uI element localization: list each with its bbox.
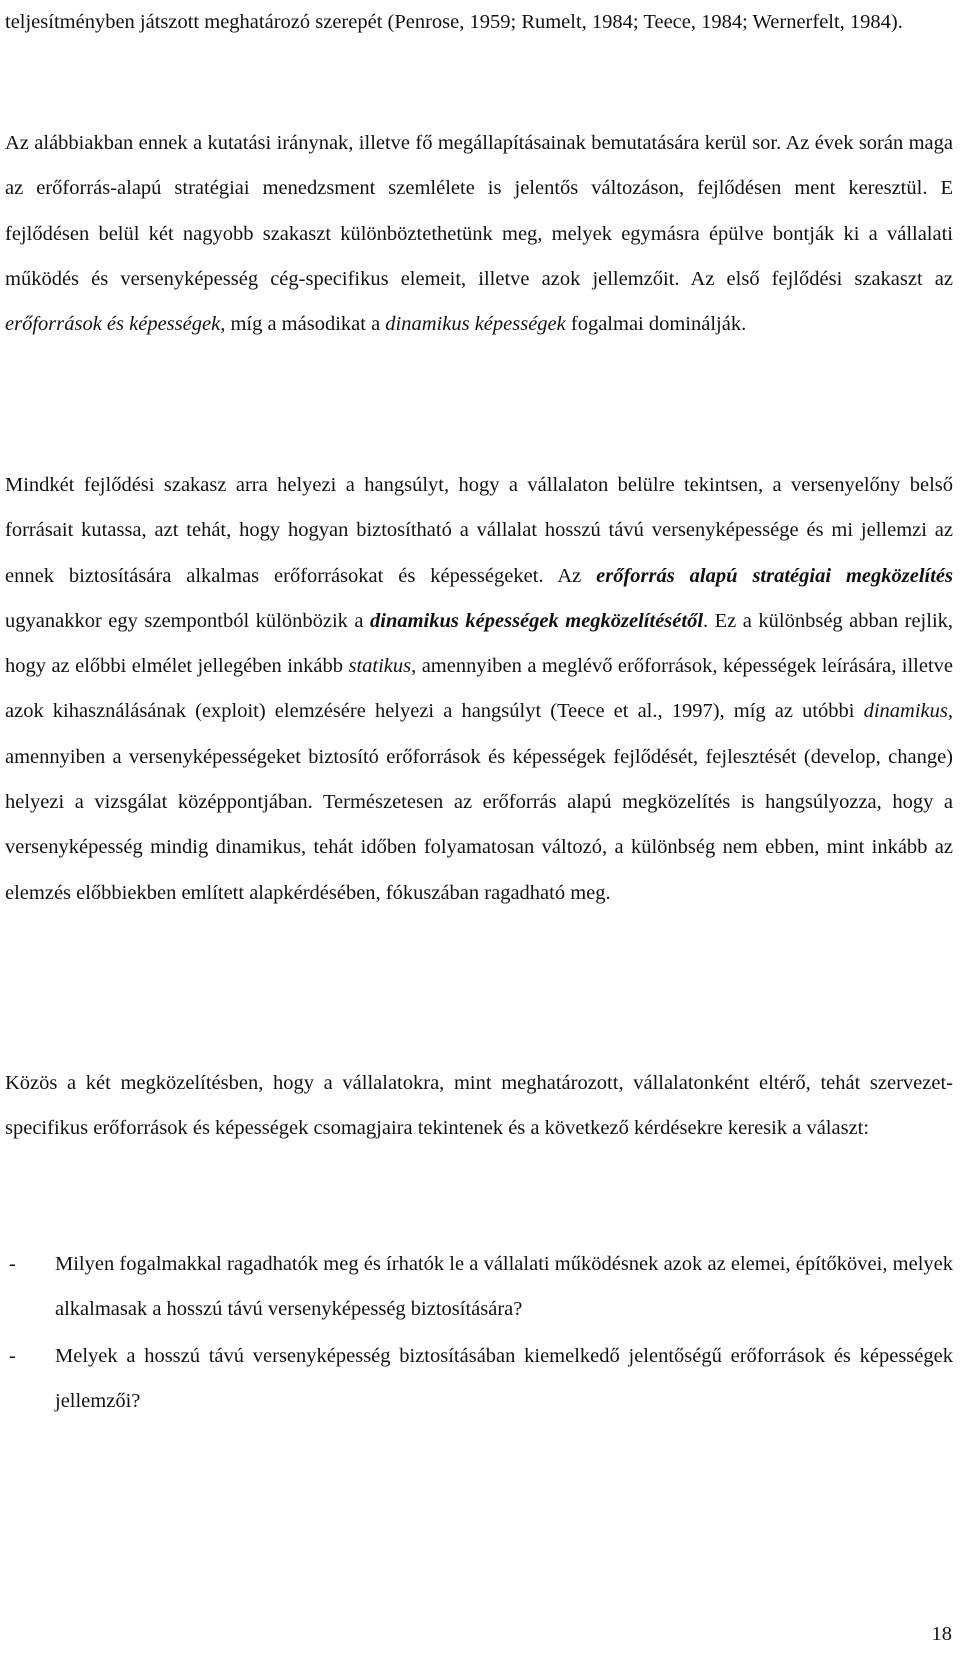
paragraph-2-text: fogalmai dominálják. bbox=[565, 313, 747, 336]
paragraph-3-text: , amennyiben a meglévő erőforrások, képességek leírására, illetve azok kihasználásának (exploit) elemzésére helyezi a hangsúlyt (Teece et al., 1997), míg az utóbbi bbox=[5, 655, 954, 723]
list-item-text: Melyek a hosszú távú versenyképesség biztosításában kiemelkedő jelentőségű erőforrások és képességek jellemzői? bbox=[55, 1344, 953, 1413]
paragraph-3-text: ugyanakkor egy szempontból különbözik a bbox=[5, 609, 371, 632]
paragraph-2-emphasis: erőforrások és képességek bbox=[5, 313, 221, 336]
paragraph-3-emphasis: statikus bbox=[348, 655, 412, 678]
paragraph-1-text: teljesítményben játszott meghatározó szerepét (Penrose, 1959; Rumelt, 1984; Teece, 1984; Wernerfelt, 1984). bbox=[5, 11, 903, 33]
paragraph-2-text: , míg a másodikat a bbox=[220, 313, 386, 336]
paragraph-4 bbox=[5, 1061, 953, 1152]
paragraph-3-strong-emphasis: dinamikus képességek megközelítésétől bbox=[370, 609, 704, 632]
list-item bbox=[5, 1334, 953, 1425]
page-number: 18 bbox=[931, 1623, 952, 1645]
paragraph-2-text: Az alábbiakban ennek a kutatási iránynak, illetve fő megállapításainak bemutatására kerül sor. Az évek során maga az erőforrás-alapú stratégiai menedzsment szemlélete is jelentős változáson, fejlődésen ment keresztül. E fejlődésen belül két nagyobb szakaszt különböztethetünk meg, melyek egymásra épülve bontják ki a vállalati működés és versenyképesség cég-specifikus elemeit, illetve azok jellemzőit. Az első fejlődési szakaszt az bbox=[5, 132, 953, 290]
paragraph-3-emphasis: dinamikus bbox=[863, 700, 948, 723]
paragraph-1 bbox=[5, 0, 953, 45]
paragraph-4-text: Közös a két megközelítésben, hogy a vállalatokra, mint meghatározott, vállalatonként eltérő, tehát szervezet-specifikus erőforrások és képességek csomagjaira tekintenek és a következő kérdésekre keresik a választ: bbox=[5, 1072, 953, 1140]
list-item-text: Milyen fogalmakkal ragadhatók meg és írhatók le a vállalati működésnek azok az elemei, építőkövei, melyek alkalmasak a hosszú távú versenyképesség biztosítására? bbox=[55, 1253, 953, 1321]
list-marker: - bbox=[9, 1253, 16, 1275]
paragraph-3 bbox=[5, 463, 953, 916]
paragraph-2-emphasis: dinamikus képességek bbox=[385, 313, 566, 336]
list-marker: - bbox=[9, 1344, 16, 1367]
list-item bbox=[5, 1242, 953, 1333]
paragraph-3-strong-emphasis: erőforrás alapú stratégiai megközelítés bbox=[596, 564, 953, 587]
question-list bbox=[5, 1242, 953, 1426]
paragraph-3-text: Mindkét fejlődési szakasz arra helyezi a hangsúlyt, hogy a vállalaton belülre tekintsen, a versenyelőny belső forrásait kutassa, azt tehát, hogy hogyan biztosítható a vállalat hosszú távú versenyképessége és mi jellemzi az ennek biztosítására alkalmas erőforrásokat és képességeket. Az bbox=[5, 474, 953, 587]
paragraph-3-text: , amennyiben a versenyképességeket biztosító erőforrások és képességek fejlődését, fejlesztését (develop, change) helyezi a vizsgálat középpontjában. Természetesen az erőforrás alapú megközelítés is hangsúlyozza, hogy a versenyképesség mindig dinamikus, tehát időben folyamatosan változó, a különbség nem ebben, mint inkább az elemzés előbbiekben említett alapkérdésében, fókuszában ragadható meg. bbox=[5, 700, 953, 904]
paragraph-2 bbox=[5, 121, 953, 347]
paragraph-3-text: . Ez a különbség abban rejlik, hogy az előbbi elmélet jellegében inkább bbox=[5, 609, 954, 678]
